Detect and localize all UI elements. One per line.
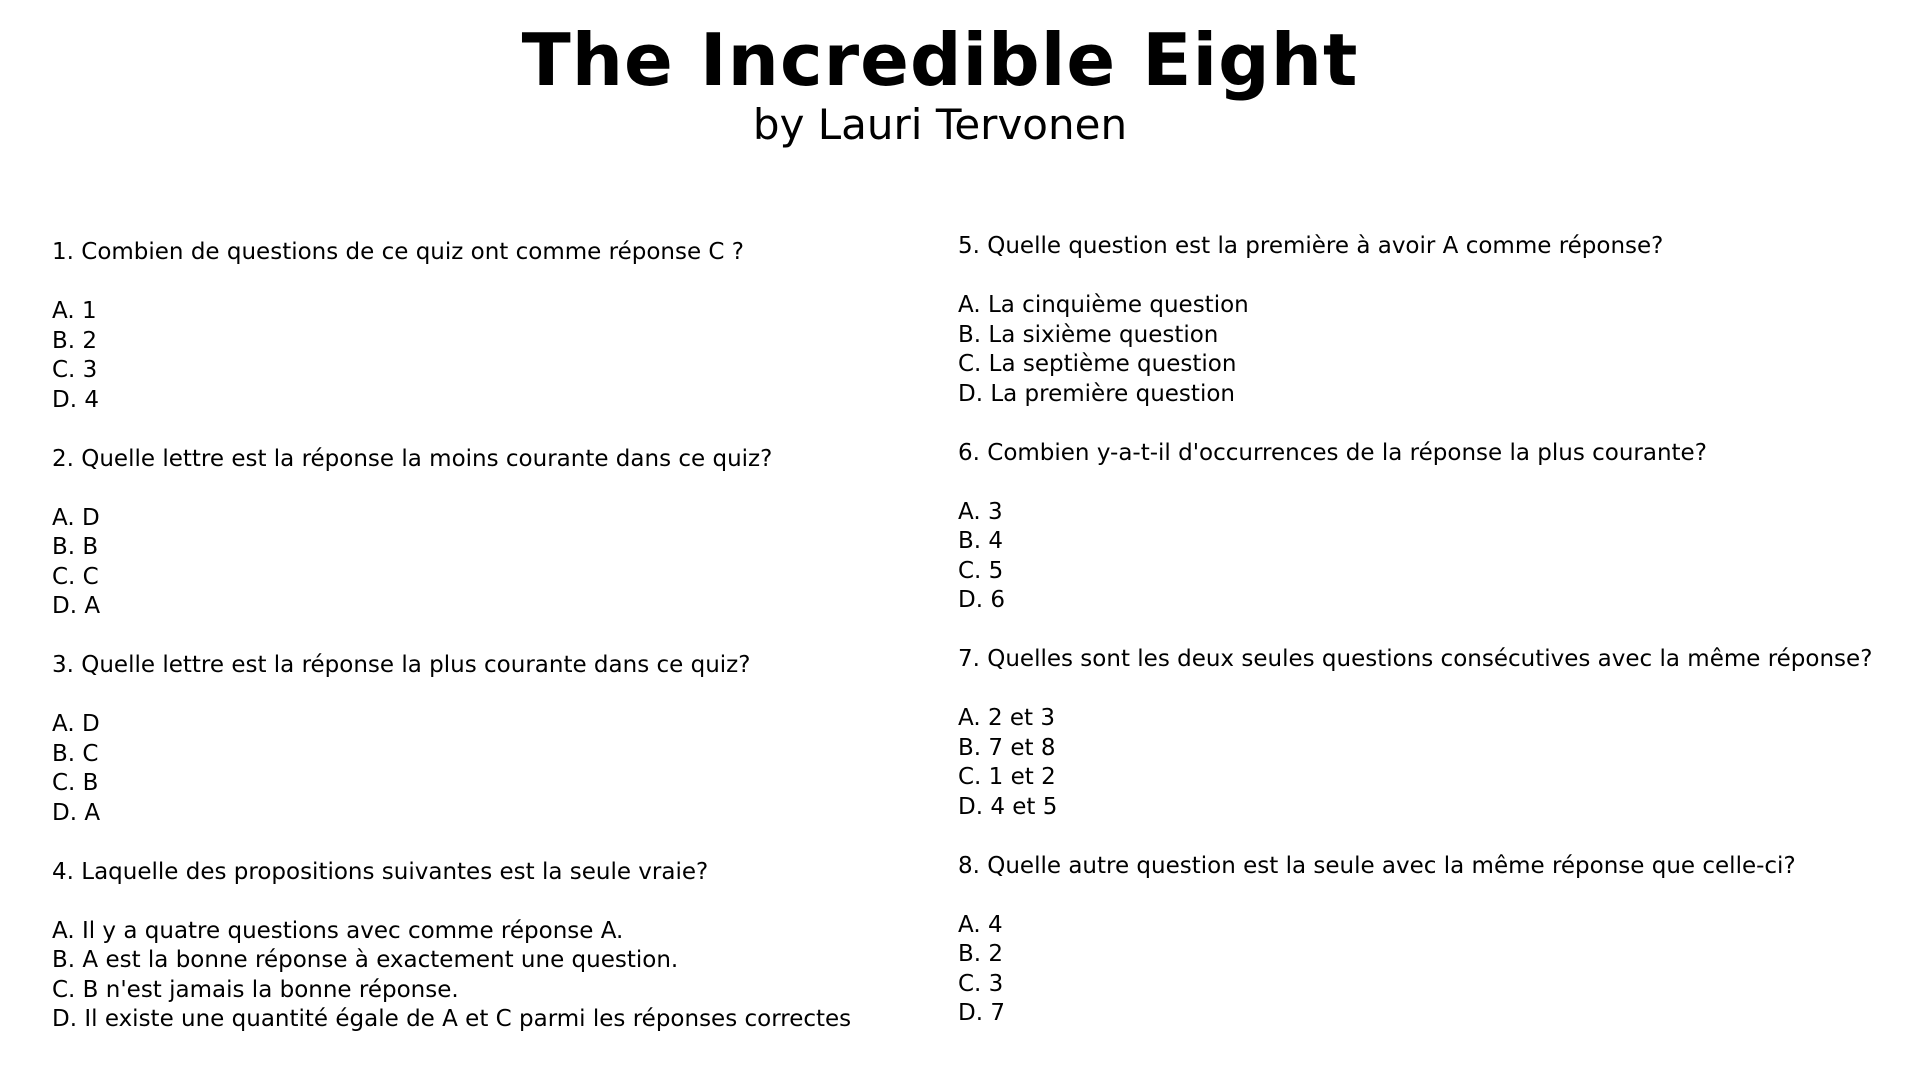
answer-options — [958, 498, 1903, 616]
answer-option-c: C. 1 et 2 — [958, 764, 1056, 790]
answer-option-b: B. B — [52, 534, 99, 560]
answer-option-b: B. A est la bonne réponse à exactement une question. — [52, 947, 679, 973]
question-2 — [52, 445, 932, 622]
answer-options — [52, 504, 932, 622]
answer-options — [52, 710, 932, 828]
question-4 — [52, 858, 932, 1035]
question-text: 1. Combien de questions de ce quiz ont comme réponse C ? — [52, 239, 744, 265]
answer-option-a: A. 4 — [958, 911, 1003, 938]
answer-option-d: D. Il existe une quantité égale de A et C parmi les réponses correctes — [52, 1006, 852, 1032]
question-5 — [958, 232, 1903, 409]
answer-option-d: D. 6 — [958, 587, 1005, 613]
question-text: 4. Laquelle des propositions suivantes est la seule vraie? — [52, 858, 709, 885]
answer-option-d: D. A — [52, 593, 101, 619]
question-3 — [52, 651, 932, 828]
answer-option-a: A. 3 — [958, 498, 1003, 525]
answer-option-c: C. La septième question — [958, 351, 1237, 377]
answer-option-d: D. 4 et 5 — [958, 793, 1058, 820]
answer-option-a: A. D — [52, 504, 100, 531]
answer-option-a: A. La cinquième question — [958, 292, 1249, 318]
question-text: 5. Quelle question est la première à avoir A comme réponse? — [958, 233, 1664, 259]
answer-option-b: B. 2 — [52, 327, 98, 354]
question-text: 6. Combien y-a-t-il d'occurrences de la réponse la plus courante? — [958, 439, 1707, 466]
answer-options — [958, 291, 1903, 409]
page-title: The Incredible Eight — [521, 18, 1359, 102]
answer-option-b: B. 4 — [958, 528, 1004, 554]
question-6 — [958, 439, 1903, 616]
question-text: 8. Quelle autre question est la seule avec la même réponse que celle-ci? — [958, 852, 1796, 879]
question-1 — [52, 238, 932, 415]
answer-option-d: D. 7 — [958, 1000, 1005, 1026]
answer-options — [52, 297, 932, 415]
answer-option-c: C. 3 — [958, 970, 1004, 997]
answer-option-c: C. B n'est jamais la bonne réponse. — [52, 976, 459, 1003]
answer-option-d: D. A — [52, 799, 101, 826]
question-8 — [958, 852, 1903, 1029]
question-text: 2. Quelle lettre est la réponse la moins courante dans ce quiz? — [52, 445, 773, 472]
question-7 — [958, 645, 1903, 822]
answer-option-c: C. 5 — [958, 557, 1004, 584]
question-text: 3. Quelle lettre est la réponse la plus courante dans ce quiz? — [52, 652, 751, 678]
question-text: 7. Quelles sont les deux seules questions consécutives avec la même réponse? — [958, 646, 1873, 672]
answer-options — [958, 704, 1903, 822]
answer-option-c: C. B — [52, 770, 99, 796]
questions-column-left — [52, 238, 932, 1035]
answer-option-b: B. La sixième question — [958, 321, 1219, 348]
answer-option-b: B. C — [52, 740, 99, 767]
answer-option-d: D. 4 — [52, 386, 99, 413]
answer-options — [52, 917, 932, 1035]
answer-options — [958, 911, 1903, 1029]
page-subtitle: by Lauri Tervonen — [752, 100, 1128, 149]
answer-option-c: C. 3 — [52, 357, 98, 383]
answer-option-d: D. La première question — [958, 380, 1235, 407]
answer-option-b: B. 2 — [958, 941, 1004, 967]
answer-option-a: A. Il y a quatre questions avec comme réponse A. — [52, 917, 624, 944]
answer-option-a: A. 2 et 3 — [958, 705, 1056, 731]
answer-option-a: A. D — [52, 711, 100, 737]
answer-option-a: A. 1 — [52, 298, 97, 324]
answer-option-c: C. C — [52, 563, 99, 590]
answer-option-b: B. 7 et 8 — [958, 734, 1056, 761]
questions-column-right — [958, 232, 1903, 1029]
